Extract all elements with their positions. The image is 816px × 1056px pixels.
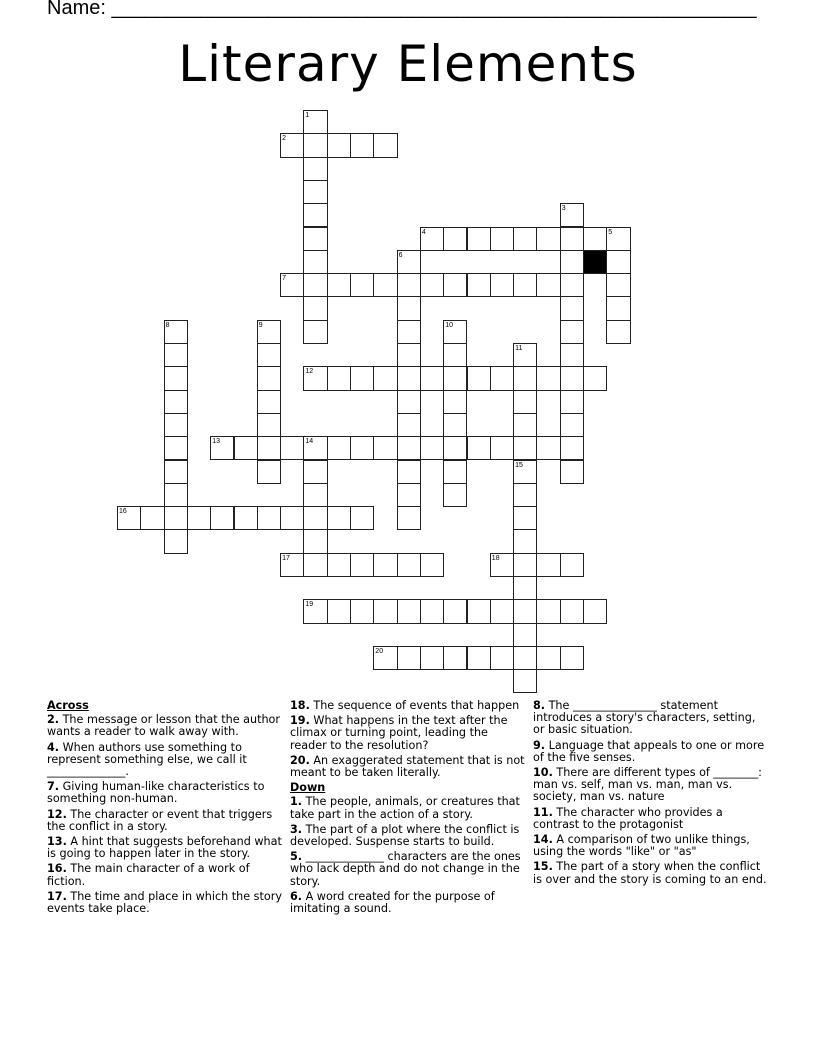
grid-cell[interactable] (560, 273, 584, 297)
grid-cell[interactable] (350, 366, 374, 390)
grid-cell[interactable] (560, 250, 584, 274)
grid-cell[interactable] (303, 203, 327, 227)
grid-cell[interactable] (303, 506, 327, 530)
clue-item (533, 740, 769, 764)
clue-item-text: There are different types of ________: man vs. self, man vs. man, man vs. society, man vs. nature (533, 766, 762, 804)
across-heading: Across (47, 699, 89, 712)
grid-cell[interactable] (350, 133, 374, 157)
grid-cell[interactable] (373, 646, 397, 670)
grid-cell[interactable] (303, 483, 327, 507)
clue-item-text: The character or event that triggers the conflict in a story. (47, 807, 273, 833)
grid-cell[interactable] (327, 133, 351, 157)
grid-cell[interactable] (303, 553, 327, 577)
grid-cell[interactable] (257, 390, 281, 414)
grid-cell[interactable] (420, 436, 444, 460)
grid-cell[interactable] (187, 506, 211, 530)
name-field-label: Name: __________________________________________________________ (47, 0, 757, 19)
clue-item-number: 8. (533, 699, 546, 712)
clue-item (290, 796, 528, 820)
clue-item-number: 6. (290, 889, 303, 903)
grid-cell[interactable] (420, 646, 444, 670)
clue-number: 7 (282, 275, 286, 283)
grid-cell[interactable] (513, 553, 537, 577)
grid-cell[interactable] (560, 343, 584, 367)
clue-item-number: 5. (290, 850, 303, 864)
grid-cell[interactable] (536, 646, 560, 670)
clue-item (47, 836, 285, 860)
grid-cell[interactable] (513, 460, 537, 484)
grid-cell[interactable] (397, 506, 421, 530)
grid-cell[interactable] (490, 366, 514, 390)
clue-item-number: 2. (47, 713, 60, 727)
grid-cell[interactable] (303, 436, 327, 460)
grid-cell[interactable] (490, 553, 514, 577)
clue-item (533, 834, 769, 858)
grid-cell[interactable] (234, 506, 258, 530)
grid-cell[interactable] (397, 250, 421, 274)
clue-item-text: The time and place in which the story events take place. (47, 889, 282, 916)
clue-item-text: The character who provides a contrast to the protagonist (533, 805, 723, 831)
grid-cell[interactable] (397, 320, 421, 344)
grid-cell[interactable] (560, 227, 584, 251)
grid-cell[interactable] (397, 390, 421, 414)
clue-number: 19 (305, 601, 314, 609)
grid-cell[interactable] (443, 343, 467, 367)
clue-item-number: 7. (47, 780, 60, 794)
clue-item-number: 16. (47, 862, 67, 876)
grid-cell[interactable] (443, 366, 467, 390)
grid-cell[interactable] (560, 553, 584, 577)
grid-cell[interactable] (397, 273, 421, 297)
grid-cell[interactable] (467, 646, 491, 670)
grid-cell[interactable] (327, 553, 351, 577)
clue-item-text: When authors use something to represent something else, we call it ______________. (47, 740, 247, 779)
clue-item-number: 18. (290, 699, 310, 712)
grid-cell[interactable] (397, 553, 421, 577)
grid-cell[interactable] (280, 133, 304, 157)
clue-number: 13 (212, 438, 220, 446)
grid-cell[interactable] (513, 576, 537, 600)
clue-item-number: 12. (47, 807, 67, 821)
grid-cell[interactable] (210, 436, 234, 460)
grid-cell[interactable] (443, 413, 467, 437)
down-clue-list-continued (533, 700, 769, 886)
clue-item (533, 700, 769, 737)
grid-cell[interactable] (397, 483, 421, 507)
grid-cell[interactable] (513, 669, 537, 693)
clue-number: 12 (305, 368, 314, 376)
grid-cell[interactable] (303, 250, 327, 274)
grid-cell[interactable] (140, 506, 164, 530)
clue-item (47, 891, 285, 915)
grid-cell[interactable] (350, 599, 374, 623)
down-heading: Down (290, 781, 326, 795)
grid-cell[interactable] (397, 599, 421, 623)
clue-item-number: 10. (533, 766, 553, 780)
across-clue-list (47, 714, 285, 915)
grid-cell[interactable] (257, 343, 281, 367)
grid-cell[interactable] (443, 483, 467, 507)
grid-cell[interactable] (513, 343, 537, 367)
grid-cell[interactable] (350, 436, 374, 460)
grid-block (583, 250, 607, 274)
grid-cell[interactable] (443, 646, 467, 670)
grid-cell[interactable] (373, 599, 397, 623)
clue-item-number: 17. (47, 889, 67, 903)
grid-cell[interactable] (164, 460, 188, 484)
grid-cell[interactable] (117, 506, 141, 530)
grid-cell[interactable] (513, 529, 537, 553)
down-clue-list (290, 796, 528, 915)
clue-number: 8 (165, 321, 170, 329)
clue-item (47, 863, 285, 887)
grid-cell[interactable] (257, 460, 281, 484)
grid-cell[interactable] (373, 273, 397, 297)
grid-cell[interactable] (560, 320, 584, 344)
grid-cell[interactable] (536, 366, 560, 390)
clues-column-3 (533, 700, 769, 889)
grid-cell[interactable] (420, 553, 444, 577)
grid-cell[interactable] (583, 227, 607, 251)
grid-cell[interactable] (513, 273, 537, 297)
grid-cell[interactable] (490, 273, 514, 297)
grid-cell[interactable] (513, 506, 537, 530)
clues-column-1 (47, 700, 285, 918)
grid-cell[interactable] (164, 529, 188, 553)
grid-cell[interactable] (303, 460, 327, 484)
clue-item-text: A hint that suggests beforehand what is going to happen later in the story. (47, 835, 282, 861)
clue-number: 17 (282, 554, 290, 562)
grid-cell[interactable] (560, 413, 584, 437)
grid-cell[interactable] (560, 436, 584, 460)
clue-item (533, 807, 769, 831)
grid-cell[interactable] (513, 390, 537, 414)
grid-cell[interactable] (164, 506, 188, 530)
grid-cell[interactable] (164, 390, 188, 414)
clue-item (290, 715, 528, 752)
grid-cell[interactable] (303, 157, 327, 181)
grid-cell[interactable] (303, 366, 327, 390)
clue-item-text: The people, animals, or creatures that take part in the action of a story. (290, 795, 520, 821)
clue-number: 15 (515, 461, 523, 469)
grid-cell[interactable] (303, 273, 327, 297)
clue-number: 14 (305, 438, 314, 446)
grid-cell[interactable] (513, 623, 537, 647)
clue-item-number: 1. (290, 795, 303, 809)
clue-item-text: What happens in the text after the climax or turning point, leading the reader to the resolution? (290, 714, 508, 752)
grid-cell[interactable] (583, 366, 607, 390)
clue-item (290, 700, 528, 712)
clue-item (533, 767, 769, 804)
clue-item-number: 13. (47, 835, 67, 849)
grid-cell[interactable] (420, 227, 444, 251)
grid-cell[interactable] (420, 366, 444, 390)
grid-cell[interactable] (327, 366, 351, 390)
grid-cell[interactable] (560, 296, 584, 320)
grid-cell[interactable] (303, 227, 327, 251)
grid-cell[interactable] (536, 436, 560, 460)
grid-cell[interactable] (513, 483, 537, 507)
clue-number: 18 (491, 554, 500, 562)
grid-cell[interactable] (513, 366, 537, 390)
grid-cell[interactable] (443, 227, 467, 251)
grid-cell[interactable] (257, 436, 281, 460)
across-clue-list-continued (290, 700, 528, 779)
grid-cell[interactable] (560, 203, 584, 227)
grid-cell[interactable] (303, 133, 327, 157)
grid-cell[interactable] (164, 366, 188, 390)
grid-cell[interactable] (350, 553, 374, 577)
grid-cell[interactable] (164, 483, 188, 507)
grid-cell[interactable] (257, 506, 281, 530)
grid-cell[interactable] (443, 390, 467, 414)
clue-item (290, 851, 528, 888)
grid-cell[interactable] (513, 227, 537, 251)
grid-cell[interactable] (397, 366, 421, 390)
clue-number: 4 (421, 228, 426, 236)
grid-cell[interactable] (513, 599, 537, 623)
grid-cell[interactable] (560, 390, 584, 414)
grid-cell[interactable] (373, 436, 397, 460)
grid-cell[interactable] (560, 460, 584, 484)
clue-number: 11 (515, 345, 523, 352)
clue-item-text: A word created for the purpose of imitating a sound. (290, 889, 495, 916)
clue-item (290, 891, 528, 915)
grid-cell[interactable] (443, 436, 467, 460)
grid-cell[interactable] (257, 320, 281, 344)
grid-cell[interactable] (303, 529, 327, 553)
grid-cell[interactable] (303, 599, 327, 623)
grid-cell[interactable] (397, 296, 421, 320)
grid-cell[interactable] (443, 273, 467, 297)
clue-item-text: The _______________ statement introduces a story's characters, setting, or basic situation. (533, 699, 756, 737)
grid-cell[interactable] (234, 436, 258, 460)
clue-item-text: The main character of a work of fiction. (47, 862, 250, 888)
grid-cell[interactable] (513, 646, 537, 670)
clue-number: 10 (445, 321, 453, 329)
grid-cell[interactable] (373, 133, 397, 157)
grid-cell[interactable] (560, 366, 584, 390)
clues-column-2 (290, 700, 528, 918)
grid-cell[interactable] (164, 436, 188, 460)
grid-cell[interactable] (280, 553, 304, 577)
grid-cell[interactable] (373, 366, 397, 390)
grid-cell[interactable] (467, 366, 491, 390)
clue-item-text: The part of a story when the conflict is over and the story is coming to an end. (533, 860, 767, 886)
clue-item-text: The part of a plot where the conflict is developed. Suspense starts to build. (290, 822, 520, 849)
grid-cell[interactable] (467, 273, 491, 297)
clue-number: 3 (561, 205, 566, 213)
grid-cell[interactable] (467, 227, 491, 251)
grid-cell[interactable] (397, 646, 421, 670)
grid-cell[interactable] (490, 646, 514, 670)
grid-cell[interactable] (536, 599, 560, 623)
grid-cell[interactable] (513, 436, 537, 460)
grid-cell[interactable] (536, 553, 560, 577)
clue-item-number: 9. (533, 738, 546, 752)
grid-cell[interactable] (513, 413, 537, 437)
clue-item-text: The sequence of events that happen (309, 699, 520, 712)
clue-item (47, 742, 285, 779)
clue-item (47, 809, 285, 833)
clue-item (290, 824, 528, 848)
clue-item-text: ______________ characters are the ones who lack depth and do not change in the story. (290, 850, 521, 888)
grid-cell[interactable] (164, 320, 188, 344)
clue-item-number: 4. (47, 740, 60, 754)
grid-cell[interactable] (443, 460, 467, 484)
grid-cell[interactable] (397, 343, 421, 367)
grid-cell[interactable] (397, 413, 421, 437)
grid-cell[interactable] (606, 296, 630, 320)
grid-cell[interactable] (560, 599, 584, 623)
grid-cell[interactable] (164, 413, 188, 437)
grid-cell[interactable] (606, 273, 630, 297)
grid-cell[interactable] (303, 296, 327, 320)
clue-item (47, 714, 285, 738)
grid-cell[interactable] (467, 599, 491, 623)
grid-cell[interactable] (280, 273, 304, 297)
clue-number: 9 (258, 321, 263, 329)
grid-cell[interactable] (606, 227, 630, 251)
grid-cell[interactable] (397, 460, 421, 484)
grid-cell[interactable] (420, 599, 444, 623)
grid-cell[interactable] (420, 273, 444, 297)
grid-cell[interactable] (303, 110, 327, 134)
clue-item-text: An exaggerated statement that is not meant to be taken literally. (290, 753, 525, 780)
grid-cell[interactable] (443, 320, 467, 344)
clue-item-number: 3. (290, 822, 303, 836)
clue-number: 1 (305, 112, 310, 119)
grid-cell[interactable] (373, 553, 397, 577)
clue-item-text: Language that appeals to one or more of the five senses. (533, 738, 765, 764)
grid-cell[interactable] (303, 180, 327, 204)
grid-cell[interactable] (443, 599, 467, 623)
grid-cell[interactable] (350, 273, 374, 297)
grid-cell[interactable] (490, 227, 514, 251)
grid-cell[interactable] (327, 436, 351, 460)
clue-item-number: 20. (290, 753, 310, 767)
grid-cell[interactable] (536, 273, 560, 297)
grid-cell[interactable] (583, 599, 607, 623)
clue-number: 2 (282, 135, 286, 143)
grid-cell[interactable] (303, 320, 327, 344)
grid-cell[interactable] (327, 506, 351, 530)
clue-item-text: The message or lesson that the author wants a reader to walk away with. (47, 713, 280, 739)
clue-number: 20 (375, 647, 384, 655)
page-title: Literary Elements (178, 35, 638, 93)
clue-item-number: 19. (290, 714, 310, 728)
clue-number: 16 (119, 508, 127, 516)
clue-item-number: 15. (533, 860, 553, 874)
grid-cell[interactable] (606, 250, 630, 274)
grid-cell[interactable] (350, 506, 374, 530)
clue-item (47, 781, 285, 805)
grid-cell[interactable] (257, 366, 281, 390)
grid-cell[interactable] (280, 506, 304, 530)
grid-cell[interactable] (606, 320, 630, 344)
grid-cell[interactable] (490, 436, 514, 460)
grid-cell[interactable] (490, 599, 514, 623)
grid-cell[interactable] (467, 436, 491, 460)
grid-cell[interactable] (397, 436, 421, 460)
grid-cell[interactable] (560, 646, 584, 670)
grid-cell[interactable] (164, 343, 188, 367)
grid-cell[interactable] (210, 506, 234, 530)
clue-item-text: A comparison of two unlike things, using the words "like" or "as" (533, 833, 750, 859)
clue-item-text: Giving human-like characteristics to something non-human. (47, 780, 265, 806)
grid-cell[interactable] (280, 436, 304, 460)
grid-cell[interactable] (327, 273, 351, 297)
clue-number: 5 (608, 228, 613, 236)
grid-cell[interactable] (536, 227, 560, 251)
clue-item-number: 14. (533, 833, 553, 847)
clue-item (290, 755, 528, 779)
grid-cell[interactable] (257, 413, 281, 437)
clue-item-number: 11. (533, 805, 553, 819)
grid-cell[interactable] (327, 599, 351, 623)
clue-number: 6 (398, 251, 403, 259)
clue-item (533, 861, 769, 885)
